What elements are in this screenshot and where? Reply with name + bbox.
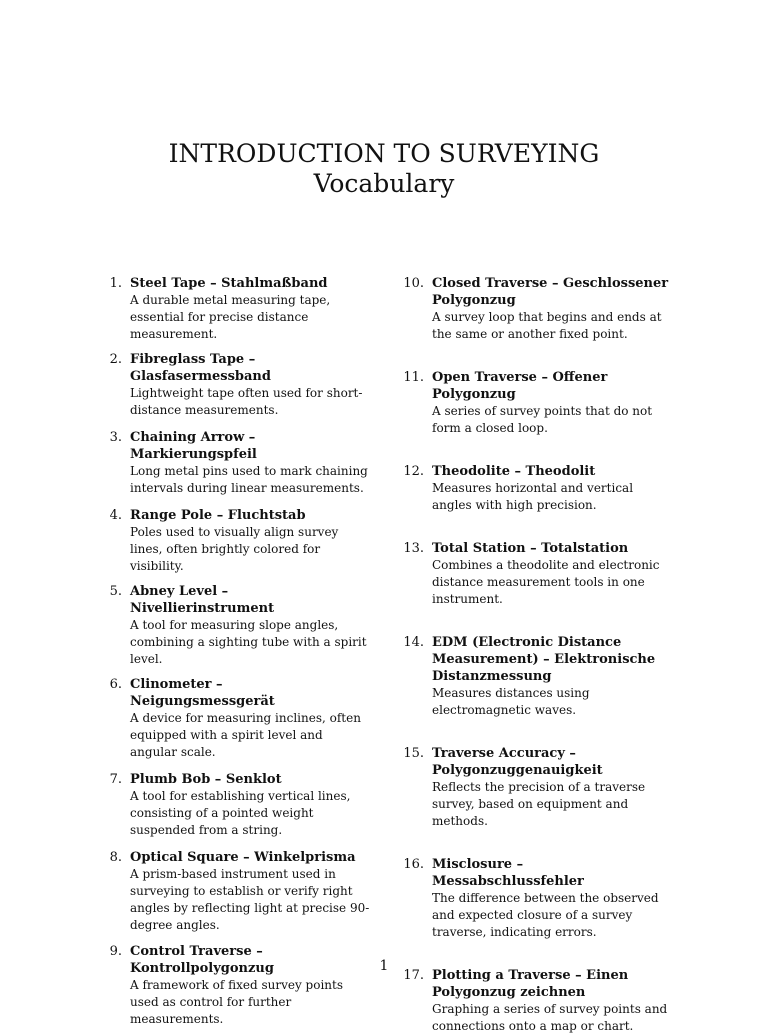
entry-number: 9. <box>109 944 122 959</box>
entry-description: A tool for establishing vertical lines, consisting of a pointed weight suspended from a string. <box>130 789 351 837</box>
entry-number: 14. <box>403 635 424 650</box>
entry-term: Abney Level – Nivellierinstrument <box>130 584 275 616</box>
entry-number: 2. <box>109 352 122 367</box>
entry-term: Optical Square – Winkelprisma <box>130 850 356 865</box>
entry-term: EDM (Electronic Distance Measurement) – Elektronische Distanzmessung <box>432 635 656 684</box>
entry-number: 16. <box>403 857 424 872</box>
page-title: INTRODUCTION TO SURVEYING <box>168 139 600 168</box>
entry-number: 4. <box>109 508 122 523</box>
entry-number: 12. <box>403 464 424 479</box>
entry-description: A durable metal measuring tape, essential for precise distance measurement. <box>130 293 331 341</box>
entry-number: 7. <box>109 772 122 787</box>
entry-term: Theodolite – Theodolit <box>432 464 596 479</box>
vocabulary-entry <box>403 967 674 1035</box>
vocabulary-entry <box>403 745 674 830</box>
entry-number: 10. <box>403 276 424 291</box>
entry-description: Measures distances using electromagnetic waves. <box>432 686 590 717</box>
entry-number: 5. <box>109 584 122 599</box>
entry-number: 17. <box>403 968 424 983</box>
entry-term: Chaining Arrow – Markierungspfeil <box>130 430 257 462</box>
vocabulary-entry <box>108 943 370 1028</box>
entry-term: Range Pole – Fluchtstab <box>130 508 306 523</box>
entry-term: Steel Tape – Stahlmaßband <box>130 276 328 291</box>
entry-description: The difference between the observed and expected closure of a survey traverse, indicating errors. <box>432 891 659 939</box>
entry-term: Traverse Accuracy – Polygonzuggenauigkeit <box>432 746 603 778</box>
entry-description: Long metal pins used to mark chaining intervals during linear measurements. <box>130 464 368 495</box>
vocabulary-entry <box>108 429 370 497</box>
page-number: 1 <box>379 958 389 974</box>
entry-description: Graphing a series of survey points and connections onto a map or chart. <box>432 1002 668 1033</box>
entry-number: 6. <box>109 677 122 692</box>
vocabulary-entry <box>108 351 370 419</box>
entry-term: Control Traverse – Kontrollpolygonzug <box>130 944 274 976</box>
entry-description: A tool for measuring slope angles, combining a sighting tube with a spirit level. <box>130 618 367 666</box>
entry-description: Reflects the precision of a traverse survey, based on equipment and methods. <box>432 780 646 828</box>
entry-description: Combines a theodolite and electronic distance measurement tools in one instrument. <box>432 558 660 606</box>
page-subtitle: Vocabulary <box>313 169 455 198</box>
vocabulary-entry <box>108 676 370 761</box>
entry-number: 8. <box>109 850 122 865</box>
entry-description: A survey loop that begins and ends at the same or another fixed point. <box>432 310 662 341</box>
vocabulary-entry <box>403 463 674 514</box>
vocabulary-entry <box>108 507 370 575</box>
vocabulary-entry <box>108 583 370 668</box>
vocabulary-entry <box>108 849 370 934</box>
entry-description: Poles used to visually align survey lines, often brightly colored for visibility. <box>130 525 339 573</box>
entry-number: 3. <box>109 430 122 445</box>
vocabulary-entry <box>108 275 370 343</box>
entry-description: A device for measuring inclines, often equipped with a spirit level and angular scale. <box>130 711 361 759</box>
entry-number: 11. <box>403 370 424 385</box>
vocabulary-entry <box>403 540 674 608</box>
vocabulary-column-right <box>403 275 674 1035</box>
entry-number: 15. <box>403 746 424 761</box>
entry-description: A prism-based instrument used in surveying to establish or verify right angles by reflecting light at precise 90-degree angles. <box>130 867 370 932</box>
entry-term: Plumb Bob – Senklot <box>130 772 282 787</box>
entry-description: Measures horizontal and vertical angles with high precision. <box>432 481 634 512</box>
entry-number: 13. <box>403 541 424 556</box>
entry-number: 1. <box>109 276 122 291</box>
vocabulary-entry <box>403 369 674 437</box>
vocabulary-entry <box>403 634 674 719</box>
entry-description: A series of survey points that do not form a closed loop. <box>432 404 653 435</box>
vocabulary-entry <box>108 771 370 839</box>
entry-term: Fibreglass Tape – Glasfasermessband <box>130 352 271 384</box>
entry-term: Open Traverse – Offener Polygonzug <box>432 370 608 402</box>
entry-description: A framework of fixed survey points used as control for further measurements. <box>130 978 344 1026</box>
entry-term: Closed Traverse – Geschlossener Polygonzug <box>432 276 669 308</box>
entry-term: Clinometer – Neigungsmessgerät <box>130 677 275 709</box>
vocabulary-entry <box>403 856 674 941</box>
vocabulary-entry <box>403 275 674 343</box>
vocabulary-column-left <box>108 275 370 1028</box>
entry-term: Plotting a Traverse – Einen Polygonzug zeichnen <box>432 968 629 1000</box>
entry-term: Misclosure – Messabschlussfehler <box>432 857 584 889</box>
entry-description: Lightweight tape often used for short-distance measurements. <box>130 386 363 417</box>
entry-term: Total Station – Totalstation <box>432 541 629 556</box>
